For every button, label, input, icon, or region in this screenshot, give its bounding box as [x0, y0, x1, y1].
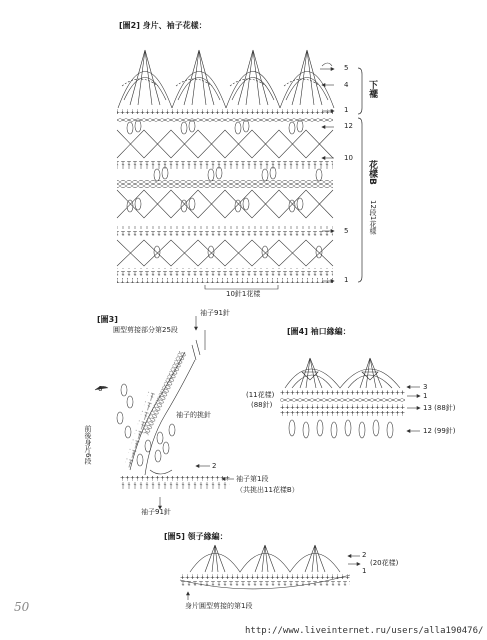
fig2-row-label: 12	[344, 122, 353, 130]
fig2-bottom-note: 10針1花樣	[226, 290, 261, 298]
fig2-row-label: 10	[344, 154, 353, 162]
fig2-row-label: 5	[344, 227, 349, 235]
fig4-title: [圖4] 袖口緣編：	[287, 327, 351, 336]
fig4-row3: 3	[423, 383, 428, 391]
fig3-row2: 2	[212, 462, 217, 470]
fig3-small-6: 6	[98, 385, 103, 393]
fig5-note: 身片圓型剪接的第1段	[185, 602, 253, 610]
fig3-top-note: 圓型剪接部分第25段	[113, 326, 178, 334]
page-number: 50	[14, 600, 30, 614]
fig2-row-label: 1	[344, 106, 349, 114]
fig2-title: [圖2] 身片、袖子花樣：	[119, 21, 207, 30]
fig2-row-label: 1	[344, 276, 349, 284]
fig3-chart	[95, 316, 234, 509]
fig2-row-label: 5	[344, 64, 349, 72]
fig2-row-label: 4	[344, 81, 349, 89]
fig5-count: (20花樣)	[370, 559, 399, 567]
fig3-left-vertical: 前後身片6段	[84, 425, 92, 465]
fig4-row12: 12 (99針)	[423, 427, 456, 435]
fig3-bottom: 袖子91針	[141, 508, 171, 516]
fig5-chart	[180, 545, 360, 600]
watermark-url: http://www.liveinternet.ru/users/alla190476/	[245, 626, 484, 636]
fig2-side-top: 下襬	[367, 80, 377, 98]
fig2-side-bottom: 12段1花樣	[369, 200, 377, 235]
fig3-row1-a: 袖子第1段	[236, 475, 269, 483]
fig3-title: [圖3]	[97, 315, 118, 324]
fig4-row13: 13 (88針)	[423, 404, 456, 412]
fig3-row1-b: （共挑出11花樣B）	[236, 486, 299, 494]
fig4-left-b: (88針)	[251, 401, 273, 409]
fig5-row2: 2	[362, 551, 367, 559]
fig2-side-mid: 花樣B	[367, 160, 377, 185]
fig3-center: 袖子的挑針	[176, 411, 211, 419]
fig5-row1: 1	[362, 567, 367, 575]
fig5-title: [圖5] 領子緣編：	[164, 532, 228, 541]
fig4-left-a: (11花樣)	[246, 391, 275, 399]
fig4-chart	[280, 358, 420, 438]
fig3-top-right: 袖子91針	[200, 309, 230, 317]
fig2-chart	[117, 50, 362, 289]
fig4-row1: 1	[423, 392, 428, 400]
